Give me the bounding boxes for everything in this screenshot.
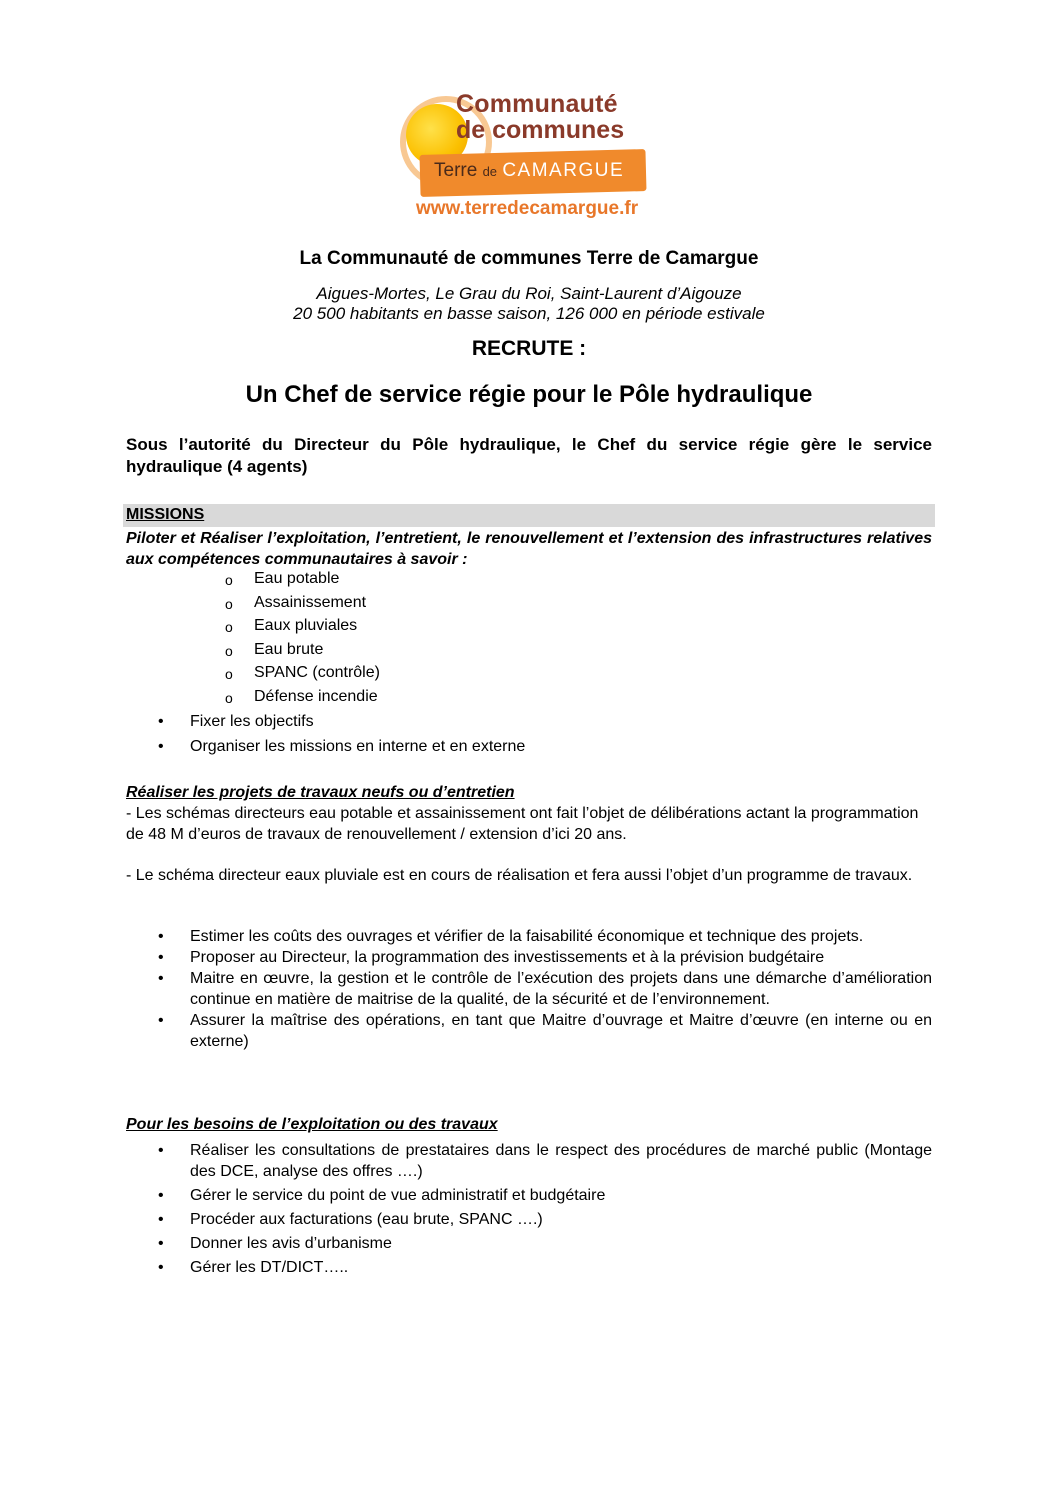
organization-logo	[398, 82, 660, 232]
logo-band-text	[434, 160, 624, 182]
projects-paragraph-1: - Les schémas directeurs eau potable et assainissement ont fait l’objet de délibérations actant la programmation de 48 M d’euros de travaux de renouvellement / extension d’ici 20 ans.	[126, 805, 919, 843]
logo-band-terre: Terre	[434, 160, 478, 181]
circle-bullet-icon: o	[225, 619, 233, 636]
logo-text-line2: de communes	[456, 116, 625, 144]
list-item	[156, 1257, 932, 1278]
list-item-text: Eau brute	[254, 640, 324, 658]
circle-bullet-icon: o	[225, 595, 233, 612]
bullet-icon: •	[158, 1235, 164, 1252]
projects-heading: Réaliser les projets de travaux neufs ou d’entretien	[126, 784, 515, 801]
logo-band-de: de	[482, 164, 498, 179]
needs-heading: Pour les besoins de l’exploitation ou des travaux	[126, 1116, 498, 1133]
intro-paragraph: Sous l’autorité du Directeur du Pôle hydraulique, le Chef du service régie gère le service hydraulique (4 agents)	[126, 435, 932, 476]
list-item	[225, 593, 380, 617]
list-item-text: Proposer au Directeur, la programmation des investissements et à la prévision budgétaire	[190, 949, 825, 966]
pilot-bullets-list	[156, 711, 932, 757]
list-item	[225, 663, 380, 687]
population-line: 20 500 habitants en basse saison, 126 000 en période estivale	[293, 304, 765, 323]
list-item-text: Organiser les missions en interne et en externe	[190, 738, 526, 755]
projects-paragraph-2: - Le schéma directeur eaux pluviale est en cours de réalisation et fera aussi l’objet d’un programme de travaux.	[126, 867, 913, 884]
list-item-text: SPANC (contrôle)	[254, 664, 380, 682]
list-item	[156, 1185, 932, 1206]
job-title: Un Chef de service régie pour le Pôle hydraulique	[245, 381, 813, 408]
list-item-text: Maitre en œuvre, la gestion et le contrôle de l’exécution des projets dans une démarche d’amélioration continue en matière de maitrise de la qualité, de la sécurité et de l’environnement.	[190, 970, 932, 1008]
list-item	[156, 1209, 932, 1230]
list-item-text: Assurer la maîtrise des opérations, en tant que Maitre d’ouvrage et Maitre d’œuvre (en interne ou en externe)	[190, 1012, 932, 1050]
list-item	[156, 736, 932, 757]
bullet-icon: •	[158, 738, 164, 755]
circle-bullet-icon: o	[225, 666, 233, 683]
list-item	[156, 926, 932, 947]
bullet-icon: •	[158, 1142, 164, 1159]
logo-band-camargue: CAMARGUE	[502, 160, 625, 181]
towns-line: Aigues-Mortes, Le Grau du Roi, Saint-Laurent d’Aigouze	[316, 284, 742, 303]
list-item-text: Fixer les objectifs	[190, 713, 314, 730]
bullet-icon: •	[158, 1211, 164, 1228]
logo-url: www.terredecamargue.fr	[416, 198, 639, 219]
circle-bullet-icon: o	[225, 572, 233, 588]
list-item	[225, 640, 380, 664]
list-item	[225, 616, 380, 640]
list-item	[156, 968, 932, 1010]
recrute-heading: RECRUTE :	[471, 337, 587, 360]
competences-list	[225, 569, 380, 711]
list-item-text: Défense incendie	[254, 687, 378, 705]
list-item	[156, 947, 932, 968]
list-item-text: Procéder aux facturations (eau brute, SPANC ….)	[190, 1211, 543, 1228]
list-item-text: Eaux pluviales	[254, 617, 358, 635]
list-item-text: Assainissement	[254, 593, 367, 611]
needs-bullets-list	[156, 1140, 932, 1278]
list-item-text: Estimer les coûts des ouvrages et vérifier de la faisabilité économique et technique des projets.	[190, 928, 864, 945]
missions-label: MISSIONS	[126, 506, 205, 523]
circle-bullet-icon: o	[225, 642, 233, 659]
list-item	[156, 1233, 932, 1254]
list-item-text: Gérer le service du point de vue administratif et budgétaire	[190, 1187, 606, 1204]
list-item-text: Eau potable	[254, 570, 340, 587]
bullet-icon: •	[158, 1259, 164, 1276]
list-item	[156, 1140, 932, 1182]
list-item	[156, 1010, 932, 1052]
organization-heading: La Communauté de communes Terre de Camargue	[299, 248, 759, 269]
circle-bullet-icon: o	[225, 689, 233, 706]
logo-text-line1: Communauté	[456, 90, 618, 118]
list-item	[156, 711, 932, 732]
list-item	[225, 569, 380, 593]
pilot-heading: Piloter et Réaliser l’exploitation, l’entretient, le renouvellement et l’extension des infrastructures relatives aux compétences communautaires à savoir :	[126, 530, 932, 568]
bullet-icon: •	[158, 1012, 164, 1029]
bullet-icon: •	[158, 949, 164, 966]
missions-section-bar	[123, 504, 935, 527]
list-item-text: Réaliser les consultations de prestataires dans le respect des procédures de marché public (Montage des DCE, analyse des offres ….)	[190, 1142, 932, 1180]
bullet-icon: •	[158, 1187, 164, 1204]
bullet-icon: •	[158, 928, 164, 945]
bullet-icon: •	[158, 713, 164, 730]
list-item	[225, 687, 380, 711]
bullet-icon: •	[158, 970, 164, 987]
list-item-text: Donner les avis d’urbanisme	[190, 1235, 392, 1252]
projects-bullets-list	[156, 926, 932, 1052]
list-item-text: Gérer les DT/DICT…..	[190, 1259, 349, 1276]
